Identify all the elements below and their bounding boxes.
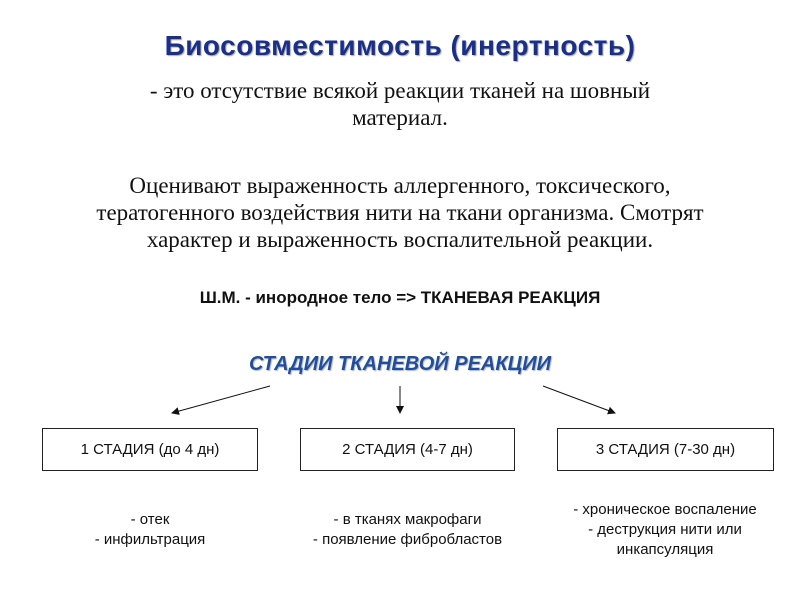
detail-line: - отек (130, 511, 170, 528)
foreign-body-statement: Ш.М. - инородное тело => ТКАНЕВАЯ РЕАКЦИЯ (199, 288, 601, 307)
arrow-to-stage-3 (543, 386, 615, 413)
stage-1-box (42, 428, 258, 471)
detail-line: - появление фибробластов (312, 531, 503, 548)
detail-line: - инфильтрация (94, 531, 206, 548)
stage-3-label: 3 СТАДИЯ (7-30 дн) (595, 441, 736, 458)
page-title: Биосовместимость (инертность) (164, 30, 636, 61)
evaluation-line: характер и выраженность воспалительной реакции. (146, 227, 654, 252)
stage-2-box (300, 428, 515, 471)
detail-line: - деструкция нити или (588, 521, 742, 538)
detail-line: - в тканях макрофаги (333, 511, 482, 528)
evaluation-line: Оценивают выраженность аллергенного, токсического, (129, 173, 671, 198)
definition-line: - это отсутствие всякой реакции тканей на шовный (149, 78, 651, 103)
evaluation-line: тератогенного воздействия нити на ткани организма. Смотрят (96, 200, 704, 225)
arrow-to-stage-1 (172, 386, 270, 413)
stage-1-details (30, 510, 270, 550)
stage-1-label: 1 СТАДИЯ (до 4 дн) (80, 441, 220, 458)
stage-3-details (535, 500, 795, 560)
detail-line: инкапсуляция (616, 541, 714, 558)
stage-2-details (275, 510, 540, 550)
definition-line: материал. (352, 105, 448, 130)
stages-heading: СТАДИИ ТКАНЕВОЙ РЕАКЦИИ (248, 353, 552, 375)
stage-3-box (557, 428, 774, 471)
stage-2-label: 2 СТАДИЯ (4-7 дн) (342, 441, 473, 458)
detail-line: - хроническое воспаление (573, 501, 757, 518)
